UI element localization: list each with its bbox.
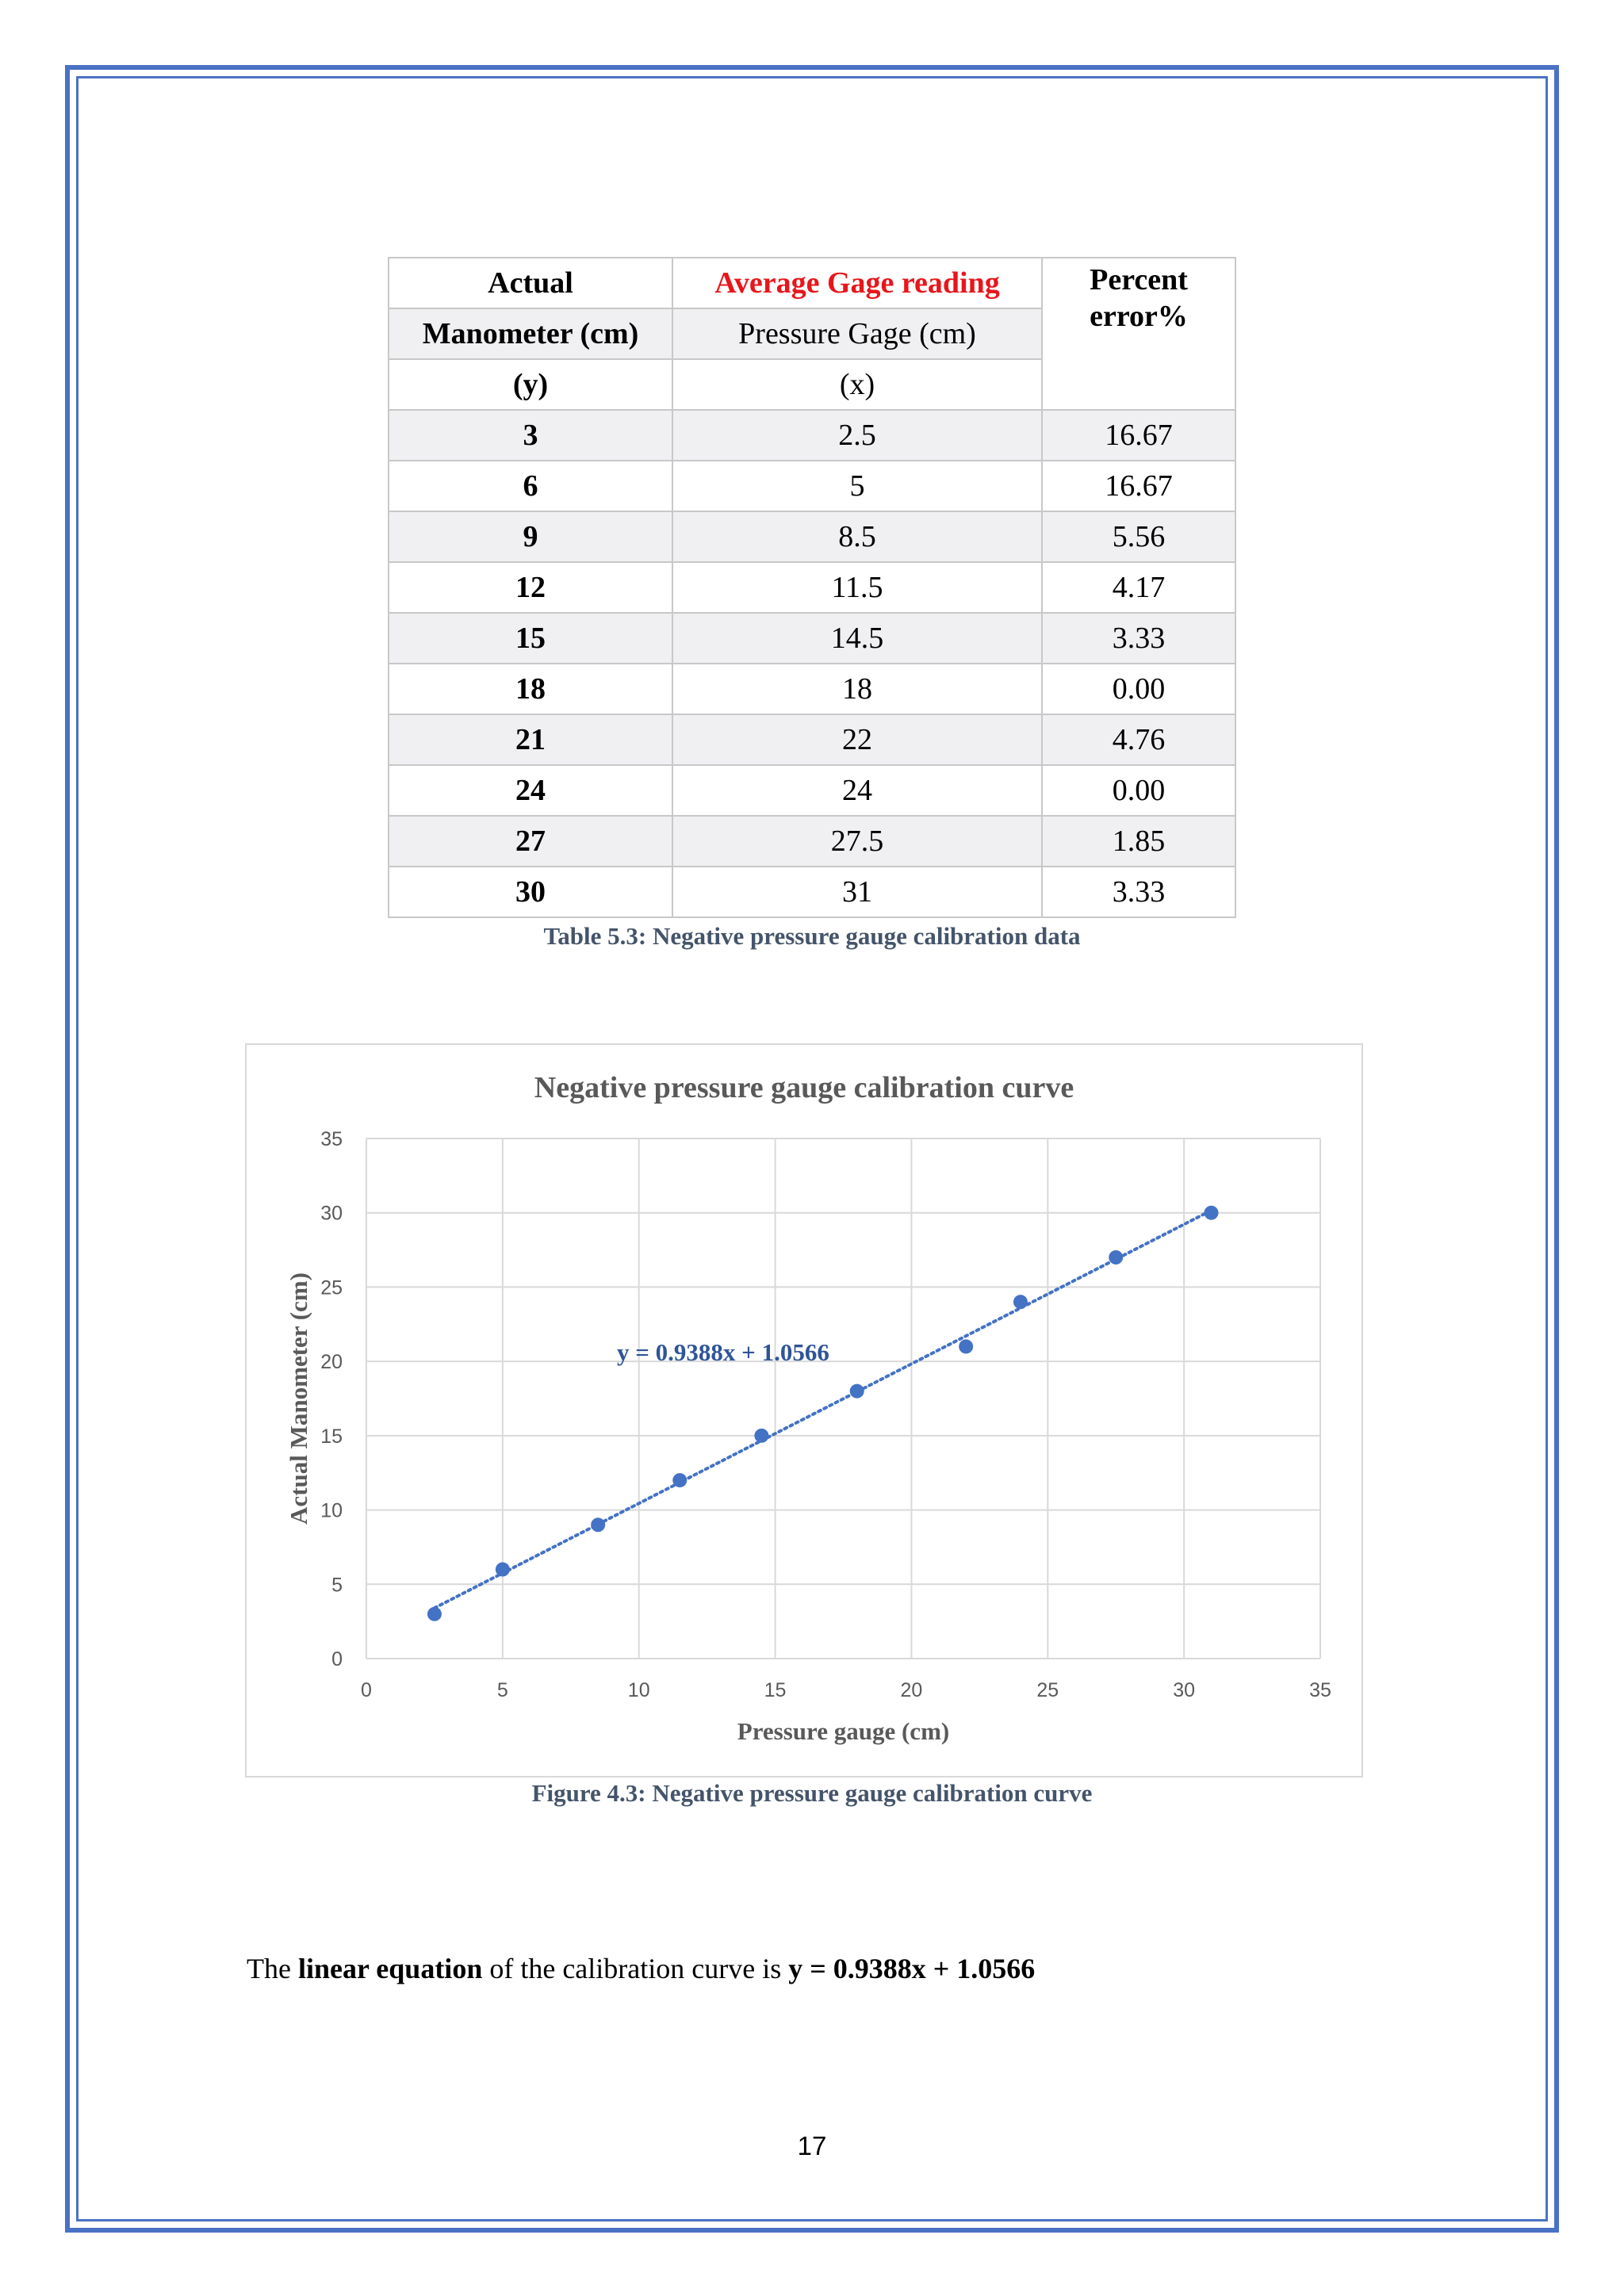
- cell-pressure-gage: 8.5: [672, 511, 1042, 562]
- x-tick-label: 15: [764, 1679, 787, 1701]
- y-tick-label: 35: [320, 1128, 343, 1150]
- table-row: [389, 765, 1235, 816]
- cell-pressure-gage: 5: [672, 461, 1042, 511]
- data-point: [1109, 1250, 1123, 1265]
- header-pressure-gage: Pressure Gage (cm): [672, 308, 1042, 359]
- cell-actual-manometer: 15: [389, 613, 672, 664]
- cell-actual-manometer: 21: [389, 714, 672, 765]
- x-tick-label: 10: [627, 1679, 650, 1701]
- cell-percent-error: 16.67: [1042, 410, 1235, 461]
- paragraph-text-1: The: [247, 1953, 298, 1984]
- table-row: [389, 816, 1235, 867]
- cell-percent-error: 5.56: [1042, 511, 1235, 562]
- header-percent-error: [1042, 258, 1235, 410]
- table-row: [389, 613, 1235, 664]
- paragraph-bold-equation: y = 0.9388x + 1.0566: [788, 1953, 1036, 1984]
- cell-pressure-gage: 27.5: [672, 816, 1042, 867]
- paragraph-bold-linear-equation: linear equation: [297, 1953, 483, 1984]
- x-tick-label: 20: [900, 1679, 923, 1701]
- header-x: (x): [672, 359, 1042, 410]
- data-point: [1205, 1206, 1219, 1220]
- header-actual: Actual: [389, 258, 672, 308]
- data-point: [850, 1384, 864, 1399]
- cell-percent-error: 4.17: [1042, 562, 1235, 613]
- cell-pressure-gage: 18: [672, 664, 1042, 714]
- y-tick-label: 20: [320, 1351, 343, 1374]
- cell-actual-manometer: 24: [389, 765, 672, 816]
- x-tick-label: 30: [1173, 1679, 1196, 1701]
- data-point: [1013, 1295, 1028, 1309]
- data-point: [591, 1517, 605, 1532]
- page-number: 17: [797, 2131, 827, 2160]
- y-tick-label: 10: [320, 1499, 343, 1522]
- trendline-equation: y = 0.9388x + 1.0566: [617, 1338, 829, 1366]
- cell-actual-manometer: 9: [389, 511, 672, 562]
- table-row: [389, 867, 1235, 917]
- table-row: [389, 664, 1235, 714]
- cell-percent-error: 3.33: [1042, 867, 1235, 917]
- conclusion-paragraph: [247, 1952, 1035, 1985]
- cell-percent-error: 0.00: [1042, 765, 1235, 816]
- cell-percent-error: 4.76: [1042, 714, 1235, 765]
- cell-actual-manometer: 18: [389, 664, 672, 714]
- data-point: [496, 1563, 510, 1577]
- calibration-table: [388, 257, 1236, 918]
- table-caption: Table 5.3: Negative pressure gauge calibration data: [543, 922, 1081, 950]
- data-point: [959, 1339, 973, 1353]
- cell-actual-manometer: 3: [389, 410, 672, 461]
- header-error: error%: [1090, 300, 1188, 333]
- trendline: [435, 1211, 1212, 1608]
- cell-pressure-gage: 24: [672, 765, 1042, 816]
- calibration-chart: [247, 1045, 1362, 1776]
- x-tick-label: 0: [361, 1679, 372, 1701]
- chart-container: [245, 1043, 1363, 1777]
- cell-percent-error: 16.67: [1042, 461, 1235, 511]
- header-average-gage-reading: Average Gage reading: [672, 258, 1042, 308]
- cell-actual-manometer: 12: [389, 562, 672, 613]
- y-tick-label: 15: [320, 1425, 343, 1448]
- cell-pressure-gage: 14.5: [672, 613, 1042, 664]
- cell-percent-error: 3.33: [1042, 613, 1235, 664]
- x-tick-label: 25: [1036, 1679, 1059, 1701]
- header-percent: Percent: [1090, 263, 1188, 297]
- cell-percent-error: 0.00: [1042, 664, 1235, 714]
- cell-pressure-gage: 31: [672, 867, 1042, 917]
- header-y: (y): [389, 359, 672, 410]
- table-row: [389, 511, 1235, 562]
- x-tick-label: 5: [496, 1679, 508, 1701]
- cell-actual-manometer: 27: [389, 816, 672, 867]
- figure-caption: Figure 4.3: Negative pressure gauge calibration curve: [531, 1779, 1093, 1807]
- cell-pressure-gage: 11.5: [672, 562, 1042, 613]
- y-axis-label: Actual Manometer (cm): [285, 1272, 312, 1525]
- y-tick-label: 5: [331, 1574, 343, 1597]
- x-tick-label: 35: [1309, 1679, 1331, 1701]
- cell-percent-error: 1.85: [1042, 816, 1235, 867]
- table-row: [389, 461, 1235, 511]
- cell-actual-manometer: 30: [389, 867, 672, 917]
- cell-pressure-gage: 22: [672, 714, 1042, 765]
- data-point: [672, 1473, 687, 1487]
- header-manometer: Manometer (cm): [389, 308, 672, 359]
- data-point: [754, 1429, 768, 1443]
- paragraph-text-2: of the calibration curve is: [482, 1953, 789, 1984]
- y-tick-label: 30: [320, 1202, 343, 1225]
- table-row: [389, 714, 1235, 765]
- cell-actual-manometer: 6: [389, 461, 672, 511]
- chart-title: Negative pressure gauge calibration curve: [534, 1071, 1074, 1104]
- table-row: [389, 410, 1235, 461]
- y-tick-label: 0: [331, 1648, 343, 1670]
- table-header-row-1: [389, 258, 1235, 308]
- table-row: [389, 562, 1235, 613]
- x-axis-label: Pressure gauge (cm): [737, 1717, 950, 1745]
- y-tick-label: 25: [320, 1276, 343, 1299]
- data-point: [427, 1607, 442, 1621]
- cell-pressure-gage: 2.5: [672, 410, 1042, 461]
